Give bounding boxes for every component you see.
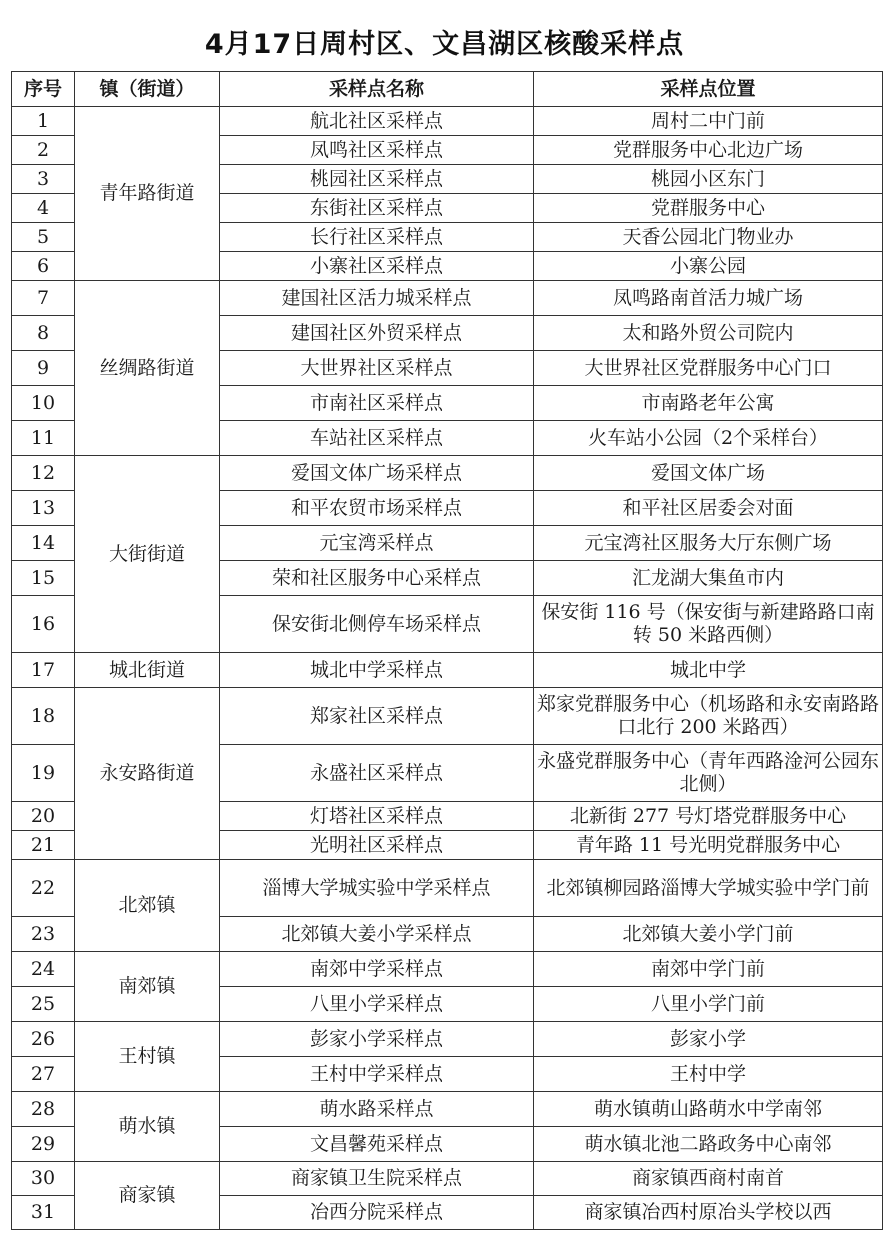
town-cell: 北郊镇 [75,860,220,952]
row-location: 永盛党群服务中心（青年西路淦河公园东北侧） [534,745,883,802]
row-site: 北郊镇大姜小学采样点 [220,917,534,952]
row-seq: 15 [12,561,75,596]
row-seq: 1 [12,107,75,136]
town-cell: 青年路街道 [75,107,220,281]
row-seq: 3 [12,165,75,194]
row-site: 永盛社区采样点 [220,745,534,802]
row-site: 郑家社区采样点 [220,688,534,745]
row-site: 光明社区采样点 [220,831,534,860]
row-seq: 4 [12,194,75,223]
row-seq: 8 [12,316,75,351]
table-row [12,860,883,917]
row-site: 小寨社区采样点 [220,252,534,281]
town-cell: 永安路街道 [75,688,220,860]
row-seq: 31 [12,1196,75,1230]
table-row [12,952,883,987]
table-row [12,1162,883,1196]
town-cell: 大街街道 [75,456,220,653]
row-site: 淄博大学城实验中学采样点 [220,860,534,917]
row-site: 大世界社区采样点 [220,351,534,386]
table-row [12,107,883,136]
header-site: 采样点名称 [220,72,534,107]
row-location: 天香公园北门物业办 [534,223,883,252]
row-location: 汇龙湖大集鱼市内 [534,561,883,596]
row-location: 八里小学门前 [534,987,883,1022]
header-location: 采样点位置 [534,72,883,107]
sampling-sites-table [11,71,883,1230]
row-location: 北郊镇大姜小学门前 [534,917,883,952]
table-row [12,688,883,745]
town-cell: 商家镇 [75,1162,220,1230]
row-location: 凤鸣路南首活力城广场 [534,281,883,316]
row-site: 八里小学采样点 [220,987,534,1022]
row-location: 太和路外贸公司院内 [534,316,883,351]
row-site: 凤鸣社区采样点 [220,136,534,165]
row-seq: 7 [12,281,75,316]
town-cell: 王村镇 [75,1022,220,1092]
row-site: 桃园社区采样点 [220,165,534,194]
row-location: 商家镇西商村南首 [534,1162,883,1196]
row-seq: 6 [12,252,75,281]
row-site: 市南社区采样点 [220,386,534,421]
table-header-row [12,72,883,107]
row-seq: 22 [12,860,75,917]
row-seq: 28 [12,1092,75,1127]
row-site: 彭家小学采样点 [220,1022,534,1057]
row-location: 城北中学 [534,653,883,688]
row-location: 小寨公园 [534,252,883,281]
row-location: 郑家党群服务中心（机场路和永安南路路口北行 200 米路西） [534,688,883,745]
row-site: 爱国文体广场采样点 [220,456,534,491]
row-site: 元宝湾采样点 [220,526,534,561]
row-site: 冶西分院采样点 [220,1196,534,1230]
row-location: 王村中学 [534,1057,883,1092]
row-seq: 30 [12,1162,75,1196]
row-seq: 25 [12,987,75,1022]
row-site: 航北社区采样点 [220,107,534,136]
row-seq: 2 [12,136,75,165]
row-location: 大世界社区党群服务中心门口 [534,351,883,386]
row-location: 北郊镇柳园路淄博大学城实验中学门前 [534,860,883,917]
row-location: 青年路 11 号光明党群服务中心 [534,831,883,860]
row-location: 党群服务中心北边广场 [534,136,883,165]
row-seq: 5 [12,223,75,252]
row-seq: 18 [12,688,75,745]
row-site: 文昌馨苑采样点 [220,1127,534,1162]
header-seq: 序号 [12,72,75,107]
header-town: 镇（街道） [75,72,220,107]
row-site: 灯塔社区采样点 [220,802,534,831]
row-site: 商家镇卫生院采样点 [220,1162,534,1196]
row-seq: 27 [12,1057,75,1092]
row-seq: 14 [12,526,75,561]
row-site: 南郊中学采样点 [220,952,534,987]
row-site: 荣和社区服务中心采样点 [220,561,534,596]
row-seq: 16 [12,596,75,653]
row-seq: 29 [12,1127,75,1162]
row-location: 市南路老年公寓 [534,386,883,421]
row-seq: 11 [12,421,75,456]
row-location: 党群服务中心 [534,194,883,223]
row-seq: 13 [12,491,75,526]
row-location: 和平社区居委会对面 [534,491,883,526]
row-location: 桃园小区东门 [534,165,883,194]
row-site: 建国社区活力城采样点 [220,281,534,316]
row-site: 建国社区外贸采样点 [220,316,534,351]
row-seq: 12 [12,456,75,491]
row-site: 城北中学采样点 [220,653,534,688]
row-location: 周村二中门前 [534,107,883,136]
row-location: 南郊中学门前 [534,952,883,987]
row-site: 东街社区采样点 [220,194,534,223]
town-cell: 丝绸路街道 [75,281,220,456]
table-row [12,1022,883,1057]
row-location: 萌水镇萌山路萌水中学南邻 [534,1092,883,1127]
row-location: 保安街 116 号（保安街与新建路路口南转 50 米路西侧） [534,596,883,653]
row-seq: 24 [12,952,75,987]
row-location: 萌水镇北池二路政务中心南邻 [534,1127,883,1162]
row-seq: 20 [12,802,75,831]
row-location: 爱国文体广场 [534,456,883,491]
row-location: 商家镇冶西村原冶头学校以西 [534,1196,883,1230]
table-row [12,1092,883,1127]
row-seq: 10 [12,386,75,421]
row-site: 王村中学采样点 [220,1057,534,1092]
row-location: 火车站小公园（2个采样台） [534,421,883,456]
row-location: 元宝湾社区服务大厅东侧广场 [534,526,883,561]
row-seq: 19 [12,745,75,802]
town-cell: 南郊镇 [75,952,220,1022]
row-site: 保安街北侧停车场采样点 [220,596,534,653]
row-site: 车站社区采样点 [220,421,534,456]
row-seq: 23 [12,917,75,952]
row-seq: 21 [12,831,75,860]
row-location: 彭家小学 [534,1022,883,1057]
row-site: 萌水路采样点 [220,1092,534,1127]
table-row [12,456,883,491]
table-row [12,653,883,688]
row-seq: 26 [12,1022,75,1057]
page-title: 4月17日周村区、文昌湖区核酸采样点 [204,29,685,60]
row-seq: 17 [12,653,75,688]
row-seq: 9 [12,351,75,386]
row-site: 长行社区采样点 [220,223,534,252]
table-row [12,281,883,316]
row-site: 和平农贸市场采样点 [220,491,534,526]
row-location: 北新街 277 号灯塔党群服务中心 [534,802,883,831]
town-cell: 城北街道 [75,653,220,688]
town-cell: 萌水镇 [75,1092,220,1162]
